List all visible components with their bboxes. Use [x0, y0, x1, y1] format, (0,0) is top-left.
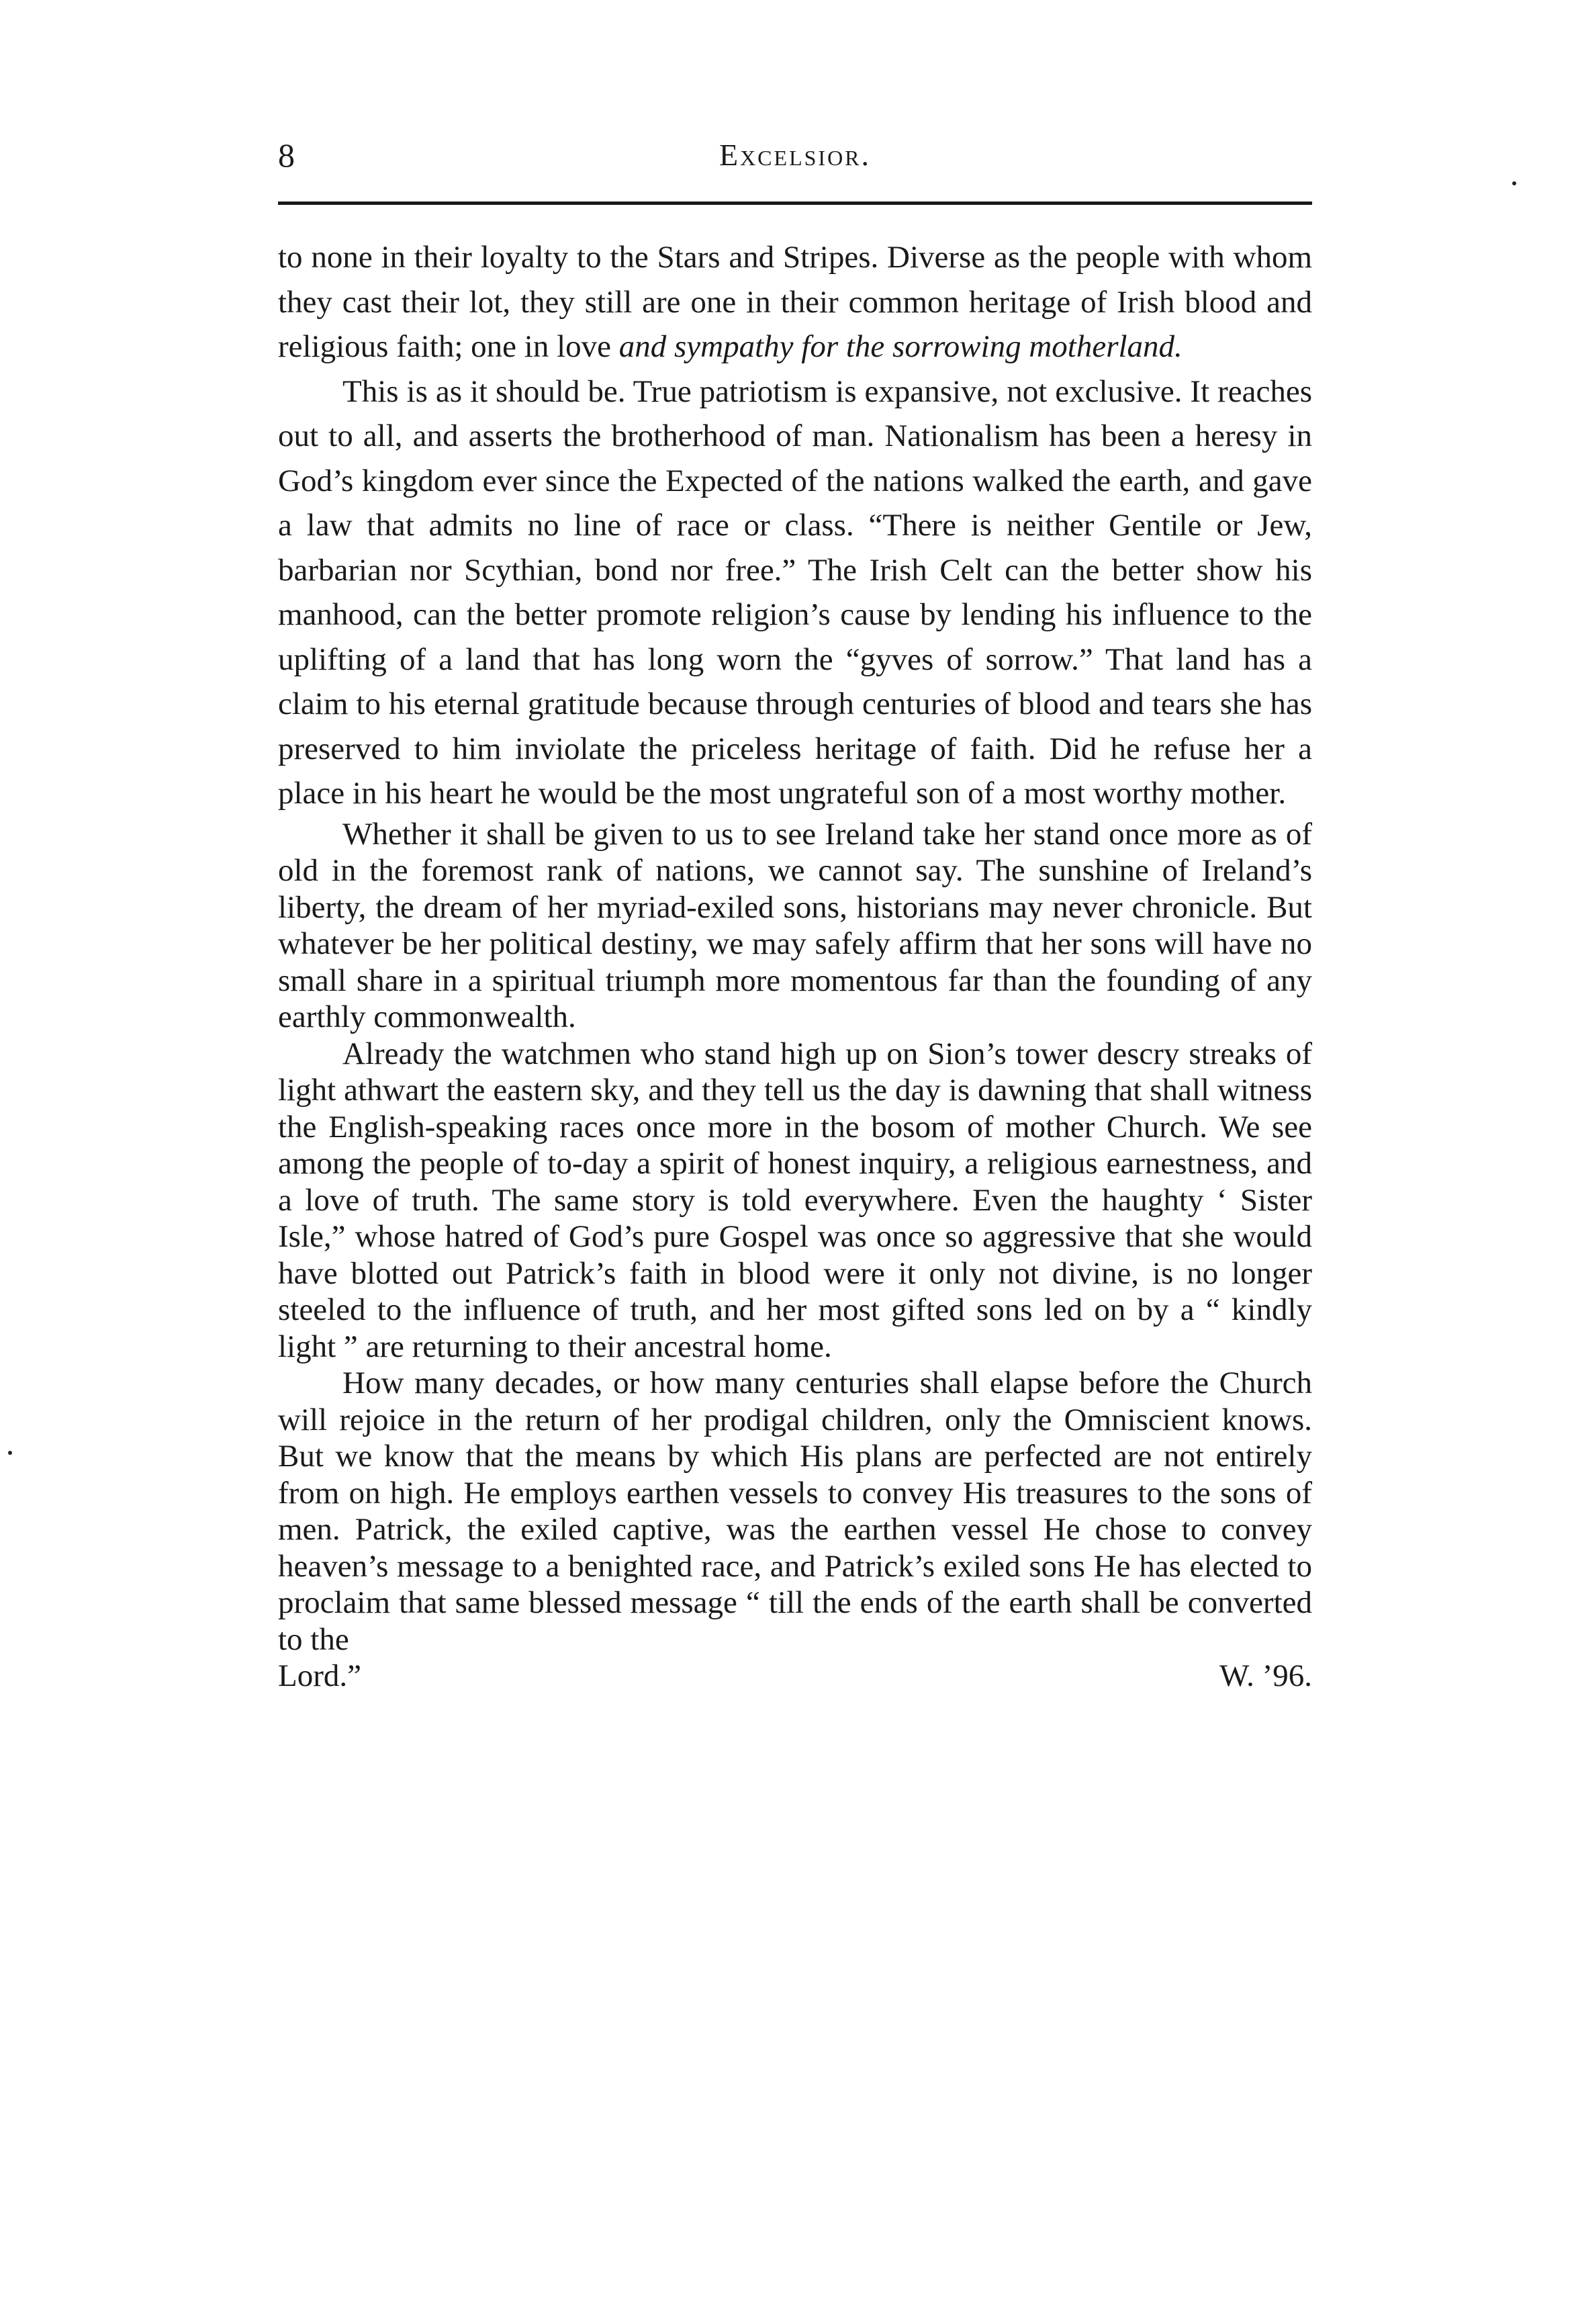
article-body	[278, 235, 1312, 1695]
page-number: 8	[278, 136, 295, 174]
closing-word: Lord.”	[278, 1658, 361, 1693]
scan-speck	[1512, 181, 1516, 185]
paragraph-continued	[278, 235, 1312, 369]
paragraph-italic-text: and sympathy for the sorrowing motherland.	[618, 329, 1183, 364]
header-rule	[278, 202, 1312, 205]
paragraph: How many decades, or how many centuries shall elapse before the Church will rejoice in the return of her prodigal children, only the Omniscient knows. But we know that the means by which His plans are perfected are not entirely from on high. He employs earthen vessels to convey His treasures to the sons of men. Patrick, the exiled captive, was the earthen vessel He chose to convey heaven’s message to a benighted race, and Patrick’s exiled sons He has elected to proclaim that same blessed message “ till the ends of the earth shall be converted to the	[278, 1366, 1312, 1657]
running-title: Excelsior.	[719, 138, 872, 172]
paragraph: Already the watchmen who stand high up on Sion’s tower descry streaks of light athwart the eastern sky, and they tell us the day is dawning that shall witness the English-speaking races once more in the bosom of mother Church. We see among the people of to-day a spirit of honest inquiry, a religious earnestness, and a love of truth. The same story is told everywhere. Even the haughty ‘ Sister Isle,” whose hatred of God’s pure Gospel was once so aggressive that she would have blotted out Patrick’s faith in blood were it only not divine, is no longer steeled to the influence of truth, and her most gifted sons led on by a “ kindly light ” are returning to their ancestral home.	[278, 1036, 1312, 1364]
paragraph: This is as it should be. True patriotism is expansive, not exclusive. It reaches out to all, and asserts the brotherhood of man. Nationalism has been a heresy in God’s kingdom ever since the Expected of the nations walked the earth, and gave a law that admits no line of race or class. “There is neither Gentile or Jew, barbarian nor Scythian, bond nor free.” The Irish Celt can the better show his manhood, can the better promote religion’s cause by lending his influence to the uplifting of a land that has long worn the “gyves of sorrow.” That land has a claim to his eternal gratitude because through centuries of blood and tears she has preserved to him inviolate the priceless heritage of faith. Did he refuse her a place in his heart he would be the most ungrateful son of a most worthy mother.	[278, 373, 1312, 811]
paragraph: Whether it shall be given to us to see Ireland take her stand once more as of old in the foremost rank of nations, we cannot say. The sunshine of Ireland’s liberty, the dream of her myriad-exiled sons, historians may never chronicle. But whatever be her political destiny, we may safely affirm that her sons will have no small share in a spiritual triumph more momentous far than the founding of any earthly commonwealth.	[278, 816, 1312, 1034]
page-header	[278, 132, 1312, 179]
closing-line	[278, 1658, 1312, 1695]
scan-speck	[8, 1451, 12, 1455]
paragraph-text: to none in their loyalty to the Stars and Stripes. Diverse as the people with whom they cast their lot, they still are one in their common heritage of Irish blood and religious faith; one in love	[278, 240, 1312, 364]
author-signature: W. ’96.	[1219, 1658, 1312, 1693]
